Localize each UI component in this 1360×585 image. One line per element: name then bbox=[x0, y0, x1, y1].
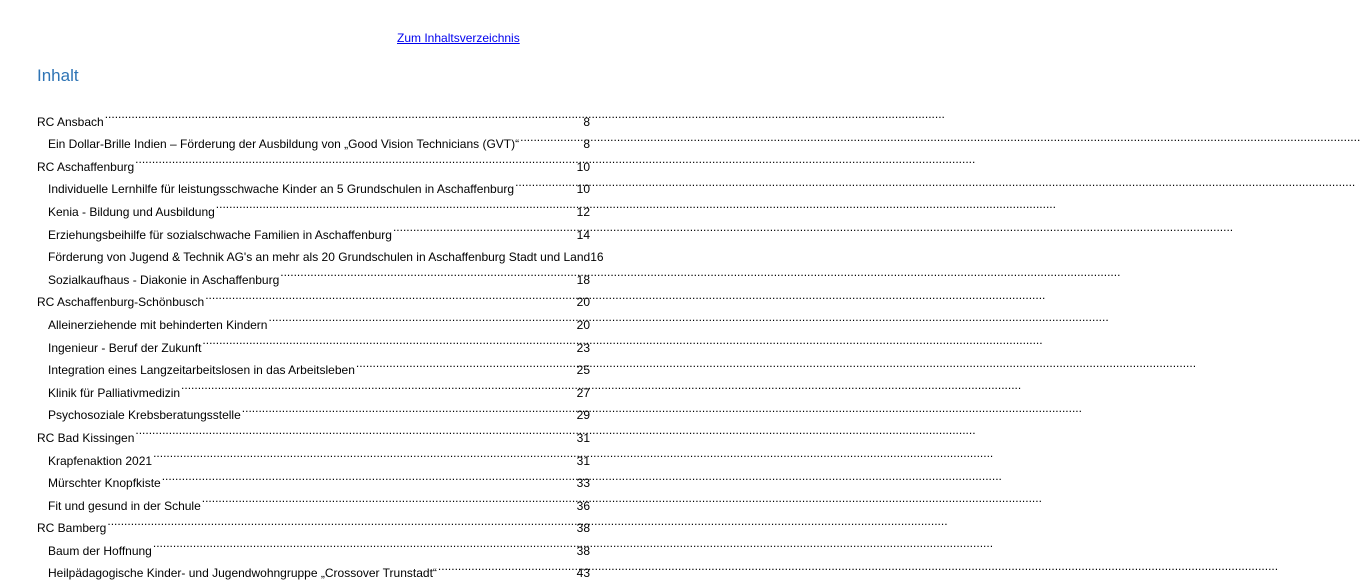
toc-dot-leader bbox=[215, 193, 577, 216]
toc-page-number: 18 bbox=[576, 272, 590, 287]
toc-entry-title: Mürschter Knopfkiste bbox=[48, 476, 161, 491]
toc-dot-leader bbox=[437, 555, 577, 578]
toc-entry-title: RC Bad Kissingen bbox=[37, 430, 135, 445]
toc-dot-leader bbox=[104, 103, 584, 126]
toc-entry-title: Alleinerziehende mit behinderten Kindern bbox=[48, 317, 268, 332]
toc-page-number: 12 bbox=[576, 204, 590, 219]
toc-entry-title: Fit und gesund in der Schule bbox=[48, 498, 201, 513]
toc-page-number: 38 bbox=[576, 521, 590, 536]
toc-entry-project[interactable] bbox=[37, 532, 590, 558]
toc-page-number: 31 bbox=[576, 453, 590, 468]
toc-entry-title: Klinik für Palliativmedizin bbox=[48, 385, 181, 400]
toc-page-number: 25 bbox=[576, 363, 590, 378]
toc-page-number: 14 bbox=[576, 227, 590, 242]
toc-entry-title: RC Ansbach bbox=[37, 114, 104, 129]
toc-page-number: 38 bbox=[576, 543, 590, 558]
toc-dot-leader bbox=[134, 148, 576, 171]
toc-page-number: 8 bbox=[583, 114, 590, 129]
toc-entry-title: RC Aschaffenburg-Schönbusch bbox=[37, 295, 205, 310]
toc-dot-leader bbox=[519, 126, 583, 149]
toc-page-number: 16 bbox=[590, 250, 604, 265]
toc-dot-leader bbox=[392, 216, 577, 239]
toc-entry-title: Baum der Hoffnung bbox=[48, 543, 152, 558]
toc-page-number: 10 bbox=[576, 182, 590, 197]
toc-entry-title: RC Bamberg bbox=[37, 521, 107, 536]
toc-page-number: 20 bbox=[576, 317, 590, 332]
toc-page-number: 29 bbox=[576, 408, 590, 423]
toc-page-number: 23 bbox=[576, 340, 590, 355]
toc-entry-project[interactable] bbox=[37, 126, 590, 152]
toc-entry-title: Ingenieur - Beruf der Zukunft bbox=[48, 340, 202, 355]
toc-dot-leader bbox=[201, 487, 577, 510]
toc-entry-title: Kenia - Bildung und Ausbildung bbox=[48, 204, 215, 219]
toc-entry-title: Heilpädagogische Kinder- und Jugendwohngruppe „Crossover Trunstadt“ bbox=[48, 566, 437, 581]
toc-entry-title: Ein Dollar-Brille Indien – Förderung der Ausbildung von „Good Vision Technicians (GVT)“ bbox=[48, 137, 520, 152]
toc-dot-leader bbox=[152, 442, 577, 465]
toc-dot-leader bbox=[134, 419, 576, 442]
toc-entry-title: Psychosoziale Krebsberatungsstelle bbox=[48, 408, 241, 423]
toc-entry-title: Förderung von Jugend & Technik AG's an mehr als 20 Grundschulen in Aschaffenburg Stadt und Land bbox=[48, 250, 591, 265]
toc-page-number: 10 bbox=[576, 159, 590, 174]
page-title: Inhalt bbox=[37, 66, 79, 85]
toc-dot-leader bbox=[201, 329, 576, 352]
toc-dot-leader bbox=[204, 284, 576, 307]
toc-dot-leader bbox=[241, 397, 577, 420]
table-of-contents bbox=[37, 103, 604, 581]
toc-dot-leader bbox=[514, 171, 577, 194]
toc-page-number: 43 bbox=[576, 566, 590, 581]
toc-page-number: 36 bbox=[576, 498, 590, 513]
toc-page-number: 27 bbox=[576, 385, 590, 400]
toc-entry-title: Sozialkaufhaus - Diakonie in Aschaffenburg bbox=[48, 272, 280, 287]
toc-dot-leader bbox=[152, 532, 577, 555]
toc-dot-leader bbox=[355, 352, 577, 375]
toc-entry-club[interactable] bbox=[37, 510, 590, 536]
toc-entry-club[interactable] bbox=[37, 103, 590, 129]
toc-entry-title: Integration eines Langzeitarbeitslosen in das Arbeitsleben bbox=[48, 363, 355, 378]
toc-dot-leader bbox=[267, 306, 576, 329]
toc-entry-title: Individuelle Lernhilfe für leistungsschwache Kinder an 5 Grundschulen in Aschaffenburg bbox=[48, 182, 515, 197]
toc-entry-title: RC Aschaffenburg bbox=[37, 159, 135, 174]
toc-dot-leader bbox=[279, 261, 576, 284]
toc-page-number: 8 bbox=[583, 137, 590, 152]
toc-entry-title: Krapfenaktion 2021 bbox=[48, 453, 153, 468]
toc-page-number: 20 bbox=[576, 295, 590, 310]
toc-page-number: 33 bbox=[576, 476, 590, 491]
toc-dot-leader bbox=[180, 374, 577, 397]
toc-entry-title: Erziehungsbeihilfe für sozialschwache Familien in Aschaffenburg bbox=[48, 227, 392, 242]
toc-dot-leader bbox=[106, 510, 576, 533]
toc-dot-leader bbox=[161, 465, 577, 488]
toc-link[interactable]: Zum Inhaltsverzeichnis bbox=[397, 31, 520, 45]
toc-page-number: 31 bbox=[576, 430, 590, 445]
